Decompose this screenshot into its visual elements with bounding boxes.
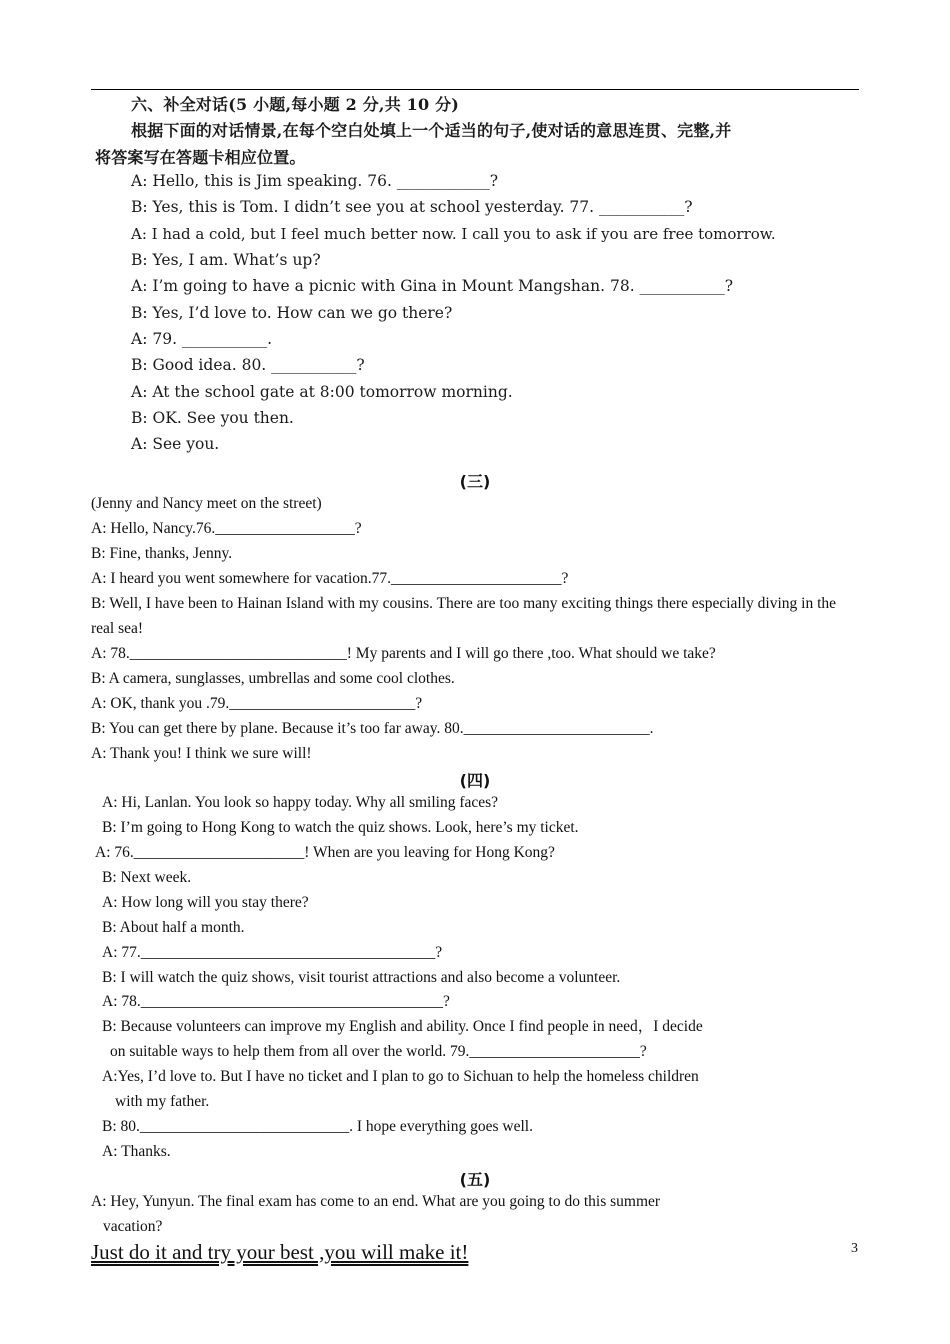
dialog-line: B: I will watch the quiz shows, visit tourist attractions and also become a volunteer. — [102, 969, 621, 986]
dialog-line: A: 78._______________________________________? — [102, 993, 450, 1010]
dialog-line: B: I’m going to Hong Kong to watch the quiz shows. Look, here’s my ticket. — [102, 819, 579, 836]
scan-dialog-line: A: I had a cold, but I feel much better now. I call you to ask if you are free tomorrow. — [131, 225, 776, 243]
page-number: 3 — [851, 1241, 858, 1256]
dialog-line: A: I heard you went somewhere for vacation.77.______________________? — [91, 570, 569, 587]
dialog-line: A: 76.______________________! When are you leaving for Hong Kong? — [95, 844, 555, 861]
scan-instruction-2: 将答案写在答题卡相应位置。 — [95, 148, 306, 167]
dialog-line: with my father. — [115, 1093, 210, 1110]
section-4-title: (四) — [459, 771, 491, 790]
section-5-title: (五) — [459, 1170, 491, 1189]
scan-heading: 六、补全对话(5 小题,每小题 2 分,共 10 分) — [131, 95, 460, 114]
dialog-line: vacation? — [103, 1218, 163, 1235]
top-rule — [91, 89, 859, 90]
dialog-line: B: You can get there by plane. Because it’s too far away. 80.________________________. — [91, 720, 654, 737]
scan-dialog-line: A: At the school gate at 8:00 tomorrow morning. — [131, 383, 513, 401]
dialog-line: A: 77.______________________________________? — [102, 944, 443, 961]
scan-dialog-line: B: OK. See you then. — [131, 409, 294, 427]
dialog-line: B: A camera, sunglasses, umbrellas and some cool clothes. — [91, 670, 455, 687]
dialog-line: A:Yes, I’d love to. But I have no ticket and I plan to go to Sichuan to help the homeless children — [102, 1068, 699, 1085]
dialog-line: A: Hey, Yunyun. The final exam has come to an end. What are you going to do this summer — [91, 1193, 661, 1210]
dialog-line: A: How long will you stay there? — [102, 894, 309, 911]
dialog-line: B: Because volunteers can improve my English and ability. Once I find people in need，I decide — [102, 1018, 703, 1035]
dialog-line: A: Thank you! I think we sure will! — [91, 745, 312, 762]
dialog-line: A: Hi, Lanlan. You look so happy today. Why all smiling faces? — [102, 794, 499, 811]
scan-instruction-1: 根据下面的对话情景,在每个空白处填上一个适当的句子,使对话的意思连贯、完整,并 — [131, 121, 732, 140]
footer-motto: Just do it and try your best ,you will make it! — [91, 1240, 469, 1264]
scan-dialog-line: B: Yes, this is Tom. I didn’t see you at school yesterday. 77. ___________? — [131, 198, 693, 216]
dialog-line: (Jenny and Nancy meet on the street) — [91, 495, 322, 512]
scan-dialog-line: A: Hello, this is Jim speaking. 76. ____________? — [131, 172, 499, 190]
dialog-line: B: Well, I have been to Hainan Island with my cousins. There are too many exciting things there especially diving in the real sea! — [91, 595, 837, 637]
scan-dialog-line: A: 79. ___________. — [131, 330, 273, 348]
section-3-title: (三) — [459, 472, 491, 491]
scan-dialog-line: B: Good idea. 80. ___________? — [131, 356, 365, 374]
scan-dialog-line: A: I’m going to have a picnic with Gina in Mount Mangshan. 78. ___________? — [131, 277, 734, 295]
scan-dialog-line: B: Yes, I’d love to. How can we go there? — [131, 304, 453, 322]
scan-dialog-line: A: See you. — [131, 435, 220, 453]
dialog-line: B: About half a month. — [102, 919, 245, 936]
dialog-line: on suitable ways to help them from all over the world. 79.______________________? — [110, 1043, 647, 1060]
dialog-line: A: OK, thank you .79.________________________? — [91, 695, 423, 712]
scanned-exam-excerpt — [91, 92, 859, 460]
dialog-line: A: 78.____________________________! My parents and I will go there ,too. What should we take? — [91, 645, 716, 662]
dialog-line: A: Thanks. — [102, 1143, 171, 1160]
scan-dialog-line: B: Yes, I am. What’s up? — [131, 251, 321, 269]
dialog-line: B: Next week. — [102, 869, 192, 886]
dialog-line: A: Hello, Nancy.76.__________________? — [91, 520, 362, 537]
dialog-line: B: 80.___________________________. I hope everything goes well. — [102, 1118, 533, 1135]
dialog-line: B: Fine, thanks, Jenny. — [91, 545, 233, 562]
